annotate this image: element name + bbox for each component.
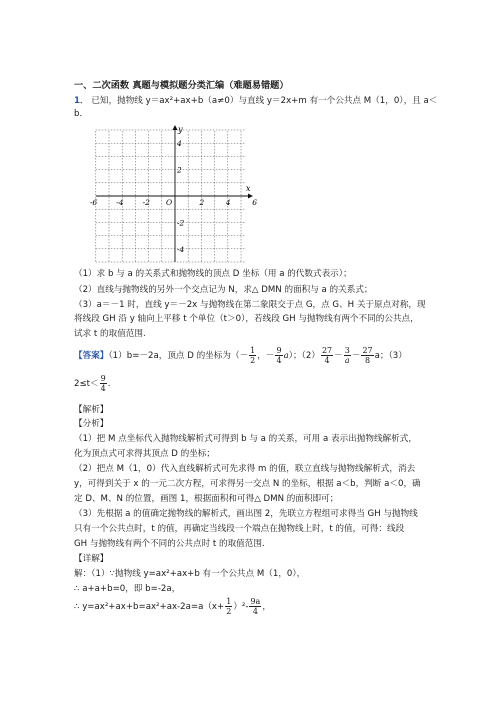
x-tick-label: -6 bbox=[89, 198, 98, 207]
detail-line-2: ∴ a+a+b=0，即 b=-2a， bbox=[74, 584, 181, 594]
analysis-p3: GH 与抛物线有两个不同的公共点时 t 的取值范围. bbox=[74, 539, 265, 549]
answer-text: 2≤t＜ bbox=[74, 379, 99, 389]
fraction: $\frac{3}{a}$ bbox=[344, 346, 350, 365]
question-2: （2）直线与抛物线的另外一个交点记为 N，求△ DMN 的面积与 a 的关系式； bbox=[74, 285, 373, 295]
problem-stem-cont: b． bbox=[74, 109, 89, 119]
fraction: $\frac{1}{2}$ bbox=[250, 346, 256, 365]
analysis-p1: 化为顶点式可求得其顶点 D 的坐标； bbox=[74, 449, 215, 459]
detail-line-3 bbox=[74, 596, 271, 618]
minus-sign: － bbox=[334, 351, 343, 361]
fraction: $\frac{27}{8}$ bbox=[362, 346, 373, 365]
x-tick-label: -2 bbox=[142, 198, 150, 207]
coordinate-grid bbox=[89, 121, 257, 263]
fraction: $\frac{9}{4}$ bbox=[100, 374, 106, 393]
x-tick-label: -4 bbox=[116, 198, 124, 207]
coordinate-grid-figure bbox=[89, 121, 257, 267]
fraction: $\frac{27}{4}$ bbox=[321, 346, 333, 365]
y-tick-label: -4 bbox=[177, 244, 185, 254]
analysis-tag: 【解析】 bbox=[74, 405, 109, 415]
y-tick-label: 4 bbox=[177, 139, 182, 149]
detail-text: ， bbox=[262, 602, 271, 612]
answer-text: （1）b=－2a，顶点 D 的坐标为（ bbox=[108, 351, 240, 361]
y-axis-label: y bbox=[178, 125, 183, 134]
x-tick-label: 4 bbox=[225, 198, 231, 207]
origin-label: O bbox=[166, 198, 173, 207]
fraction: $\frac{9}{4}$ bbox=[276, 346, 282, 365]
analysis-p3: （3）先根据 a 的值确定抛物线的解析式，画出图 2，先联立方程组可求得当 GH 与抛物线 bbox=[74, 509, 418, 519]
x-tick-label: 6 bbox=[252, 198, 257, 207]
answer-text: . bbox=[107, 379, 111, 389]
stem-text: 已知，抛物线 y＝ax²+ax+b（a≠0）与直线 y＝2x+m 有一个公共点 M（1，0），且 a＜ bbox=[91, 96, 438, 106]
answer-line-1: 【答案】（1）b=－2a，顶点 D 的坐标为（－ $\frac{1}{2}$ ，－ $\frac{9}{4}$ a）；（2） $\frac{27}{4}$ － $\frac{3}{a}$ － $\frac{27}{8}$ a；（3） bbox=[74, 346, 407, 365]
y-tick-label: -2 bbox=[177, 218, 185, 228]
x-tick-label: 2 bbox=[199, 198, 205, 207]
y-axis-arrow bbox=[173, 125, 178, 130]
analysis-p1: （1）把 M 点坐标代入抛物线解析式可得到 b 与 a 的关系，可用 a 表示出抛物线解析式， bbox=[74, 434, 417, 444]
x-tick-labels bbox=[90, 198, 257, 207]
detail-line-1: 解：（1）∵抛物线 y=ax²+ax+b 有一个公共点 M（1，0）， bbox=[74, 569, 306, 579]
answer-tag: 【答案】 bbox=[74, 351, 109, 361]
analysis-p2: y，可得到关于 x 的一元二次方程，可求得另一交点 N 的坐标，根据 a＜b，判断 a＜0，确 bbox=[74, 479, 421, 489]
analysis-subtag: 【分析】 bbox=[74, 419, 109, 429]
analysis-p3: 只有一个公共点时，t 的值，再确定当线段一个端点在抛物线上时，t 的值，可得：线段 bbox=[74, 524, 405, 534]
problem-number: 1． bbox=[74, 96, 89, 106]
question-1: （1）求 b 与 a 的关系式和抛物线的顶点 D 坐标（用 a 的代数式表示）； bbox=[74, 269, 352, 279]
analysis-p2: 定 D、M、N 的位置，画图 1，根据面积和可得△ DMN 的面积即可； bbox=[74, 494, 339, 504]
fraction: $\frac{1}{2}$ bbox=[226, 597, 232, 616]
answer-line-2 bbox=[74, 374, 110, 394]
minus-sign: － bbox=[351, 351, 361, 361]
analysis-p2: （2）把点 M（1，0）代入直线解析式可先求得 m 的值，联立直线与抛物线解析式，消去 bbox=[74, 464, 416, 474]
problem-stem bbox=[74, 95, 437, 107]
section-heading: 一、二次函数 真题与模拟题分类汇编（难题易错题） bbox=[74, 80, 289, 91]
detail-text: ）²- bbox=[233, 602, 249, 612]
minus-sign: － bbox=[265, 351, 275, 361]
answer-text: ）；（2） bbox=[288, 351, 320, 361]
answer-text: a；（3） bbox=[374, 351, 407, 361]
variable-a: a bbox=[283, 351, 289, 361]
detail-tag: 【详解】 bbox=[74, 554, 109, 564]
detail-text: ∴ y=ax²+ax+b=ax²+ax-2a=a（x+ bbox=[74, 602, 225, 612]
fraction: $\frac{9a}{4}$ bbox=[250, 597, 261, 616]
question-3: （3）a＝－1 时，直线 y＝－2x 与抛物线在第二象限交于点 G，点 G、H 关于原点对称，现 bbox=[74, 300, 426, 310]
question-3-cont: 试求 t 的取值范围. bbox=[74, 329, 146, 339]
y-tick-label: 2 bbox=[177, 165, 182, 175]
minus-sign: － bbox=[239, 351, 249, 361]
x-axis-label: x bbox=[246, 184, 251, 193]
question-3-cont: 将线段 GH 沿 y 轴向上平移 t 个单位（t＞0），若线段 GH 与抛物线有两个不同的公共点， bbox=[74, 314, 419, 324]
